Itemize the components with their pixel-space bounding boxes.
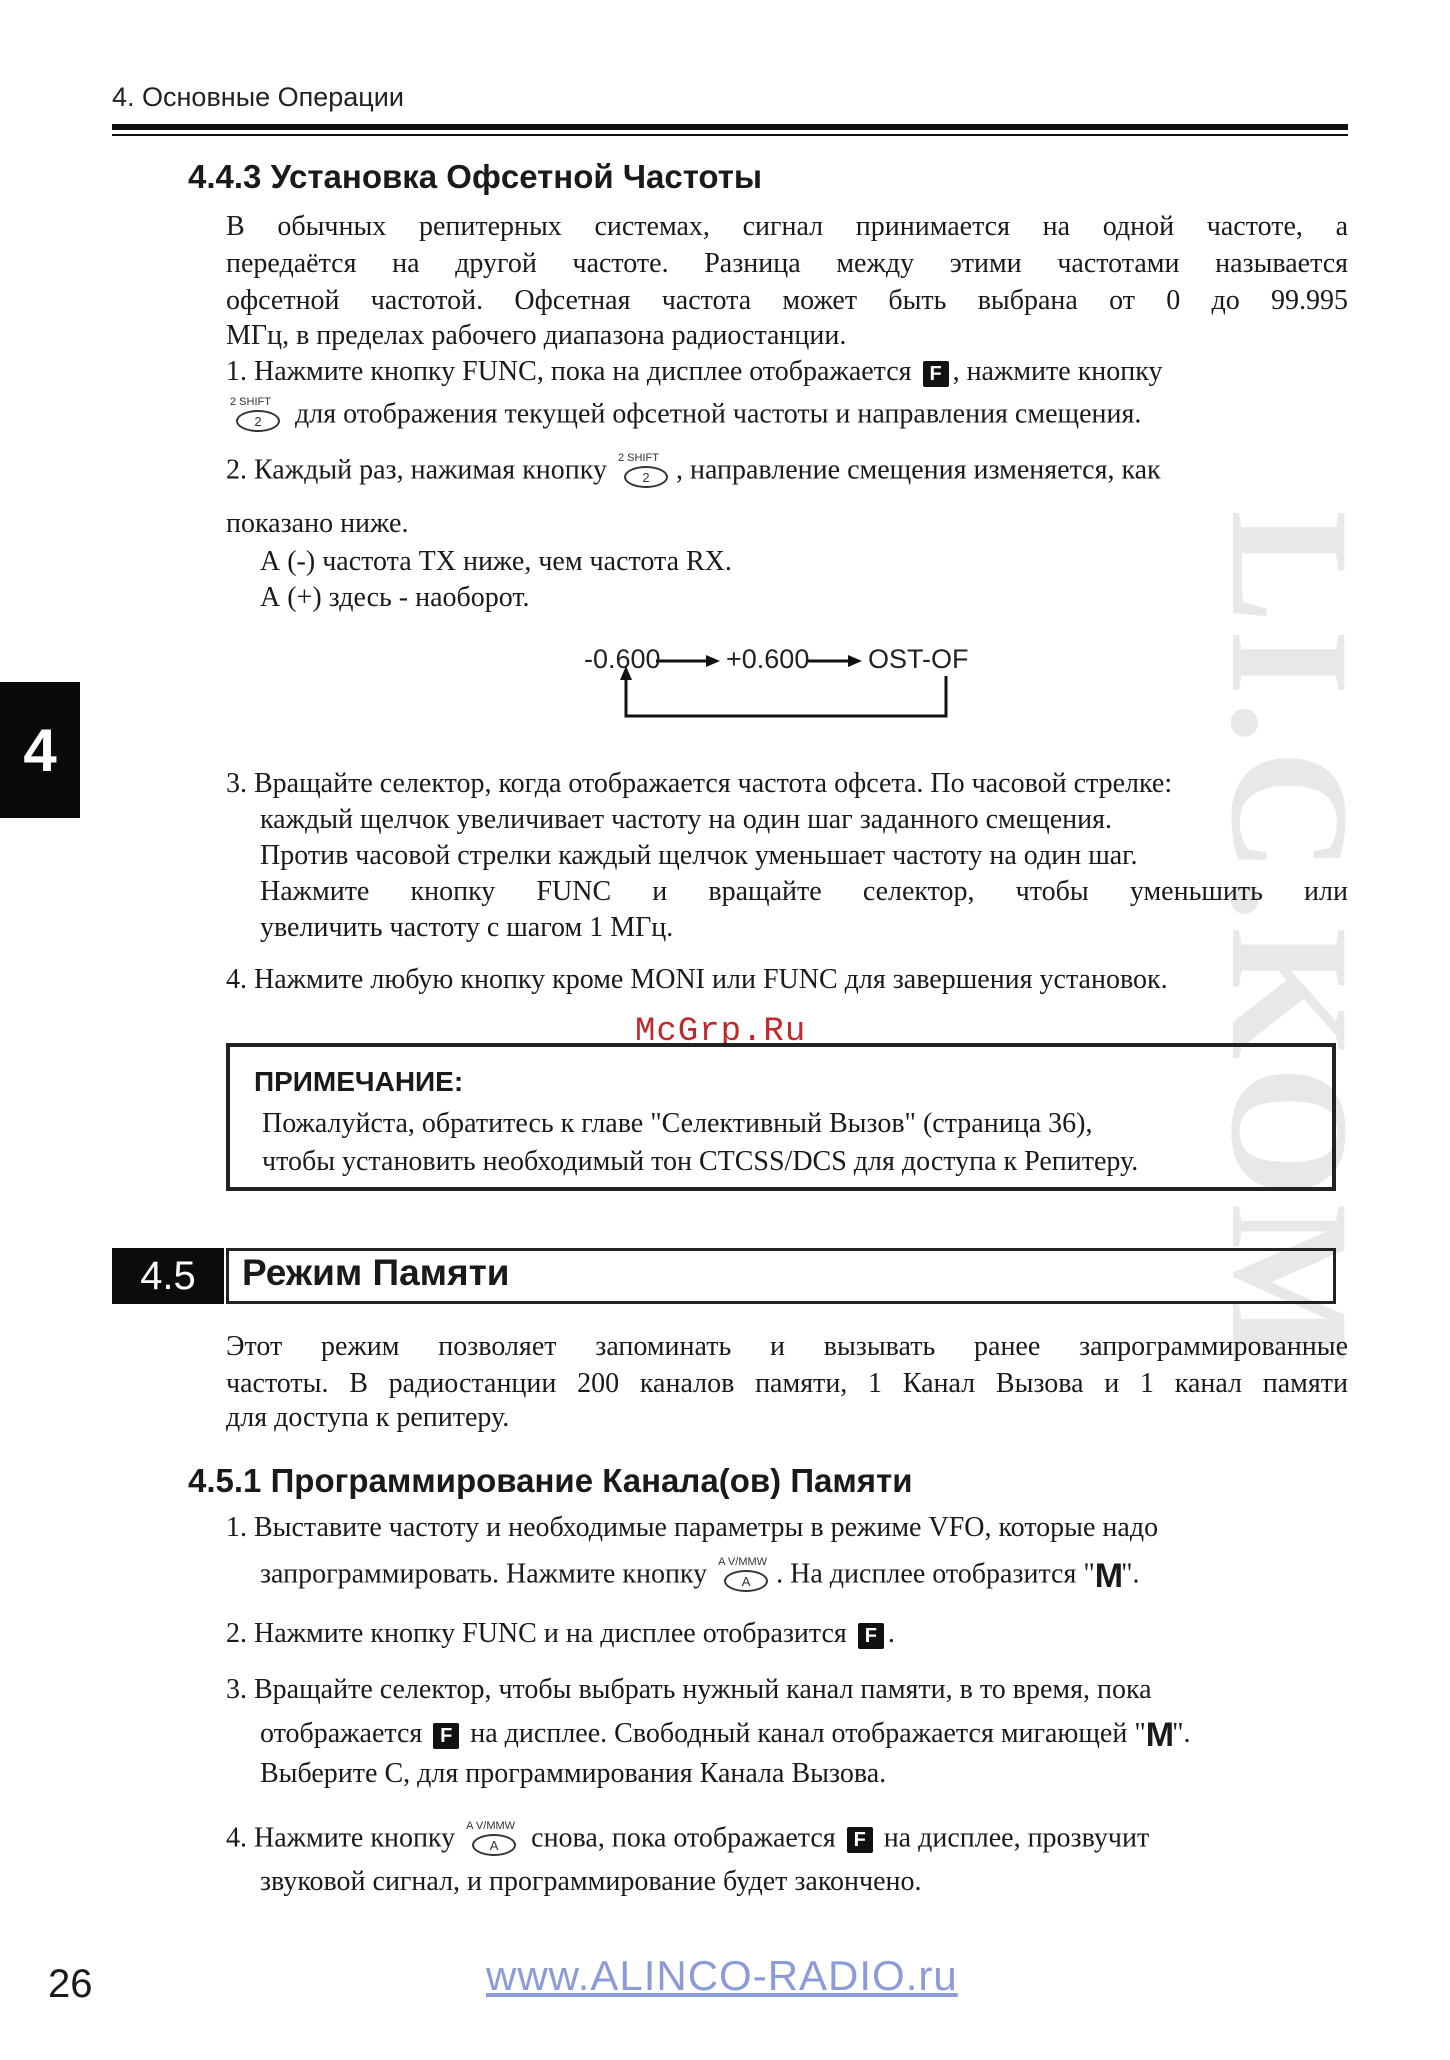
- section-4-5-number: 4.5: [112, 1248, 224, 1304]
- step-2-line-2: показано ниже.: [226, 508, 409, 539]
- func-indicator-icon: F: [858, 1623, 884, 1649]
- section-4-5-intro-last: для доступа к репитеру.: [226, 1402, 510, 1433]
- step-text: 1. Нажмите кнопку FUNC, пока на дисплее отображается: [226, 356, 919, 387]
- section-4-4-3-title: 4.4.3 Установка Офсетной Частоты: [188, 158, 763, 195]
- step-3-line-1: 3. Вращайте селектор, когда отображается частота офсета. По часовой стрелке:: [226, 768, 1173, 799]
- step-text: , направление смещения изменяется, как: [675, 454, 1161, 486]
- shift-key-icon: 2 SHIFT 2: [230, 396, 284, 436]
- page-number: 26: [48, 1962, 93, 2006]
- mem-step-4-line-2: звуковой сигнал, и программирование будет закончено.: [260, 1866, 922, 1897]
- mem-step-4-line-1: [226, 1820, 1149, 1860]
- section-4-4-3-intro: [226, 208, 1348, 319]
- mem-step-2: [226, 1618, 895, 1650]
- func-indicator-icon: F: [923, 361, 949, 387]
- step-text: на дисплее, прозвучит: [876, 1822, 1150, 1854]
- background-watermark: LI.C.KOM: [1196, 510, 1384, 1371]
- func-indicator-icon: F: [847, 1827, 873, 1853]
- offset-minus-value: -0.600: [584, 644, 661, 674]
- mem-step-1-line-2: [260, 1556, 1140, 1596]
- offset-off-value: OST-OF: [868, 644, 969, 674]
- direction-minus: А (-) частота TX ниже, чем частота RX.: [260, 546, 732, 577]
- step-1-line-1: [226, 356, 1162, 388]
- intro-line-last: МГц, в пределах рабочего диапазона радиостанции.: [226, 320, 847, 351]
- mcgrp-watermark: McGrp.Ru: [635, 1013, 807, 1051]
- step-3-line-3: Против часовой стрелки каждый щелчок уменьшает частоту на один шаг.: [260, 840, 1138, 871]
- step-text: для отображения текущей офсетной частоты и направления смещения.: [288, 398, 1142, 430]
- step-text: .: [887, 1618, 895, 1649]
- offset-plus-value: +0.600: [726, 644, 810, 674]
- intro-line: Этот режим позволяет запоминать и вызывать ранее запрограммированные: [226, 1331, 1348, 1362]
- site-link[interactable]: www.ALINCO-RADIO.ru: [486, 1952, 958, 1999]
- mem-step-3-line-3: Выберите C, для программирования Канала Вызова.: [260, 1758, 887, 1789]
- section-4-5-title: Режим Памяти: [242, 1252, 510, 1293]
- step-text: снова, пока отображается: [524, 1822, 843, 1854]
- direction-plus: А (+) здесь - наоборот.: [260, 582, 530, 613]
- note-line-2: чтобы установить необходимый тон CTCSS/DCS для доступа к Репитеру.: [262, 1146, 1139, 1177]
- step-3-line-4: Нажмите кнопку FUNC и вращайте селектор, чтобы уменьшить или: [260, 876, 1348, 907]
- vmmw-key-icon: A V/MMW A: [718, 1556, 772, 1596]
- section-4-5-intro: [226, 1328, 1348, 1402]
- step-text: 4. Нажмите кнопку: [226, 1822, 463, 1854]
- step-text: 2. Каждый раз, нажимая кнопку: [226, 454, 614, 486]
- step-text: отображается: [260, 1717, 430, 1749]
- note-line-1: Пожалуйста, обратитесь к главе "Селективный Вызов" (страница 36),: [262, 1108, 1093, 1139]
- intro-line: В обычных репитерных системах, сигнал принимается на одной частоте, а: [226, 211, 1348, 242]
- step-2-line-1: [226, 452, 1161, 492]
- mem-step-3-line-1: 3. Вращайте селектор, чтобы выбрать нужный канал памяти, в то время, пока: [226, 1674, 1152, 1705]
- header-rule-thin: [112, 134, 1348, 136]
- step-text: ".: [1121, 1558, 1140, 1590]
- note-title: ПРИМЕЧАНИЕ:: [254, 1066, 464, 1097]
- step-text: 2. Нажмите кнопку FUNC и на дисплее отобразится: [226, 1618, 854, 1649]
- memory-indicator-icon: M: [1094, 1556, 1122, 1595]
- step-text: ".: [1172, 1717, 1191, 1749]
- offset-direction-diagram: [560, 636, 1020, 726]
- header-rule-thick: [112, 124, 1348, 130]
- vmmw-key-icon: A V/MMW A: [466, 1820, 520, 1860]
- step-text: запрограммировать. Нажмите кнопку: [260, 1558, 715, 1590]
- running-header: 4. Основные Операции: [112, 82, 404, 112]
- step-3-line-2: каждый щелчок увеличивает частоту на один шаг заданного смещения.: [260, 804, 1113, 835]
- intro-line: частоты. В радиостанции 200 каналов памяти, 1 Канал Вызова и 1 канал памяти: [226, 1368, 1348, 1399]
- step-text: на дисплее. Свободный канал отображается мигающей ": [463, 1717, 1146, 1749]
- step-1-line-2: [226, 396, 1141, 436]
- memory-indicator-icon: M: [1145, 1716, 1173, 1754]
- section-4-5-1-title: 4.5.1 Программирование Канала(ов) Памяти: [188, 1462, 913, 1499]
- step-4: 4. Нажмите любую кнопку кроме MONI или FUNC для завершения установок.: [226, 964, 1168, 995]
- mem-step-1-line-1: 1. Выставите частоту и необходимые параметры в режиме VFO, которые надо: [226, 1512, 1159, 1543]
- step-3-line-5: увеличить частоту с шагом 1 МГц.: [260, 912, 674, 943]
- func-indicator-icon: F: [433, 1723, 459, 1749]
- mem-step-3-line-2: [260, 1716, 1191, 1755]
- intro-line: передаётся на другой частоте. Разница между этими частотами называется: [226, 248, 1348, 279]
- chapter-tab: 4: [0, 682, 80, 818]
- step-text: , нажмите кнопку: [952, 356, 1163, 387]
- shift-key-icon: 2 SHIFT 2: [618, 452, 672, 492]
- step-text: . На дисплее отобразится ": [776, 1558, 1095, 1590]
- intro-line: офсетной частотой. Офсетная частота может быть выбрана от 0 до 99.995: [226, 285, 1348, 316]
